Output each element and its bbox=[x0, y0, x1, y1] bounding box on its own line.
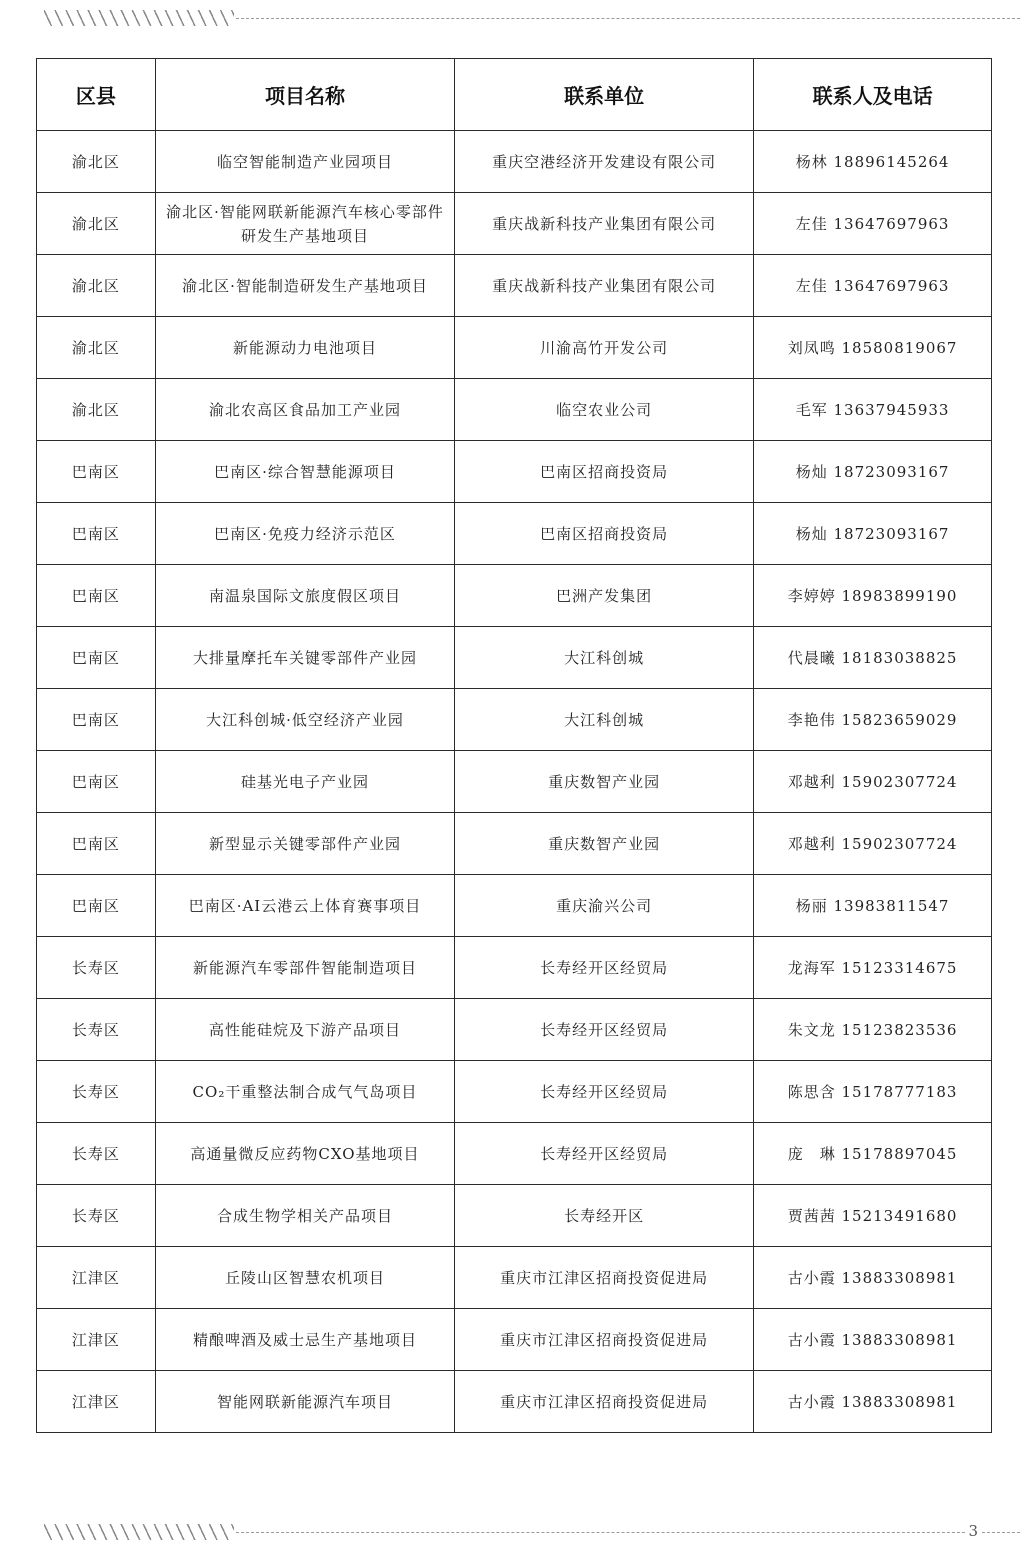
cell-district: 长寿区 bbox=[37, 1061, 156, 1123]
cell-contact-unit: 重庆市江津区招商投资促进局 bbox=[455, 1309, 754, 1371]
header-project-name: 项目名称 bbox=[155, 59, 454, 131]
table-row bbox=[37, 565, 992, 627]
dashed-rule bbox=[236, 1532, 1020, 1533]
cell-project-name: 临空智能制造产业园项目 bbox=[155, 131, 454, 193]
header-contact-unit: 联系单位 bbox=[455, 59, 754, 131]
table-row bbox=[37, 937, 992, 999]
cell-contact-person: 李婷婷 18983899190 bbox=[754, 565, 992, 627]
cell-district: 巴南区 bbox=[37, 565, 156, 627]
cell-district: 渝北区 bbox=[37, 255, 156, 317]
cell-contact-person: 庞 琳 15178897045 bbox=[754, 1123, 992, 1185]
cell-project-name: 丘陵山区智慧农机项目 bbox=[155, 1247, 454, 1309]
cell-district: 巴南区 bbox=[37, 627, 156, 689]
cell-contact-unit: 长寿经开区经贸局 bbox=[455, 999, 754, 1061]
cell-contact-person: 贾茜茜 15213491680 bbox=[754, 1185, 992, 1247]
cell-district: 巴南区 bbox=[37, 441, 156, 503]
table-row bbox=[37, 379, 992, 441]
table-row bbox=[37, 689, 992, 751]
cell-project-name: 硅基光电子产业园 bbox=[155, 751, 454, 813]
table-row bbox=[37, 131, 992, 193]
cell-contact-person: 陈思含 15178777183 bbox=[754, 1061, 992, 1123]
table-row bbox=[37, 1061, 992, 1123]
cell-contact-unit: 川渝高竹开发公司 bbox=[455, 317, 754, 379]
cell-district: 巴南区 bbox=[37, 503, 156, 565]
table-row bbox=[37, 1247, 992, 1309]
cell-contact-unit: 长寿经开区经贸局 bbox=[455, 1123, 754, 1185]
table-body bbox=[37, 131, 992, 1433]
cell-contact-person: 朱文龙 15123823536 bbox=[754, 999, 992, 1061]
cell-project-name: 大江科创城·低空经济产业园 bbox=[155, 689, 454, 751]
cell-district: 渝北区 bbox=[37, 379, 156, 441]
cell-contact-person: 李艳伟 15823659029 bbox=[754, 689, 992, 751]
cell-contact-unit: 重庆空港经济开发建设有限公司 bbox=[455, 131, 754, 193]
cell-district: 江津区 bbox=[37, 1247, 156, 1309]
cell-contact-person: 左佳 13647697963 bbox=[754, 193, 992, 255]
table-row bbox=[37, 751, 992, 813]
table-row bbox=[37, 627, 992, 689]
cell-contact-person: 杨林 18896145264 bbox=[754, 131, 992, 193]
cell-contact-person: 刘凤鸣 18580819067 bbox=[754, 317, 992, 379]
cell-contact-person: 龙海军 15123314675 bbox=[754, 937, 992, 999]
cell-contact-person: 古小霞 13883308981 bbox=[754, 1247, 992, 1309]
cell-project-name: CO₂干重整法制合成气气岛项目 bbox=[155, 1061, 454, 1123]
cell-contact-person: 毛军 13637945933 bbox=[754, 379, 992, 441]
cell-contact-person: 左佳 13647697963 bbox=[754, 255, 992, 317]
cell-project-name: 智能网联新能源汽车项目 bbox=[155, 1371, 454, 1433]
header-decoration bbox=[44, 10, 1020, 26]
cell-contact-unit: 巴洲产发集团 bbox=[455, 565, 754, 627]
cell-district: 巴南区 bbox=[37, 875, 156, 937]
cell-district: 长寿区 bbox=[37, 999, 156, 1061]
cell-project-name: 渝北农高区食品加工产业园 bbox=[155, 379, 454, 441]
cell-project-name: 南温泉国际文旅度假区项目 bbox=[155, 565, 454, 627]
cell-project-name: 大排量摩托车关键零部件产业园 bbox=[155, 627, 454, 689]
cell-contact-unit: 长寿经开区经贸局 bbox=[455, 937, 754, 999]
cell-contact-unit: 巴南区招商投资局 bbox=[455, 503, 754, 565]
cell-project-name: 渝北区·智能制造研发生产基地项目 bbox=[155, 255, 454, 317]
cell-contact-unit: 长寿经开区经贸局 bbox=[455, 1061, 754, 1123]
dashed-rule bbox=[236, 18, 1020, 19]
cell-district: 渝北区 bbox=[37, 317, 156, 379]
cell-contact-unit: 重庆战新科技产业集团有限公司 bbox=[455, 193, 754, 255]
cell-project-name: 合成生物学相关产品项目 bbox=[155, 1185, 454, 1247]
cell-contact-unit: 巴南区招商投资局 bbox=[455, 441, 754, 503]
table-row bbox=[37, 813, 992, 875]
table-row bbox=[37, 193, 992, 255]
cell-contact-unit: 重庆市江津区招商投资促进局 bbox=[455, 1247, 754, 1309]
cell-contact-unit: 重庆数智产业园 bbox=[455, 751, 754, 813]
cell-contact-person: 杨灿 18723093167 bbox=[754, 503, 992, 565]
cell-project-name: 渝北区·智能网联新能源汽车核心零部件研发生产基地项目 bbox=[155, 193, 454, 255]
table-row bbox=[37, 875, 992, 937]
cell-contact-person: 杨灿 18723093167 bbox=[754, 441, 992, 503]
page-number: 3 bbox=[968, 1522, 978, 1540]
cell-district: 江津区 bbox=[37, 1371, 156, 1433]
hatch-ornament bbox=[44, 1524, 234, 1540]
cell-contact-unit: 重庆战新科技产业集团有限公司 bbox=[455, 255, 754, 317]
table-row bbox=[37, 503, 992, 565]
cell-contact-person: 邓越利 15902307724 bbox=[754, 751, 992, 813]
project-table bbox=[36, 58, 992, 1433]
cell-district: 长寿区 bbox=[37, 1123, 156, 1185]
cell-project-name: 高性能硅烷及下游产品项目 bbox=[155, 999, 454, 1061]
cell-contact-person: 代晨曦 18183038825 bbox=[754, 627, 992, 689]
cell-contact-unit: 重庆数智产业园 bbox=[455, 813, 754, 875]
cell-contact-unit: 重庆渝兴公司 bbox=[455, 875, 754, 937]
cell-district: 渝北区 bbox=[37, 131, 156, 193]
cell-contact-unit: 临空农业公司 bbox=[455, 379, 754, 441]
cell-contact-unit: 重庆市江津区招商投资促进局 bbox=[455, 1371, 754, 1433]
cell-project-name: 巴南区·综合智慧能源项目 bbox=[155, 441, 454, 503]
table-row bbox=[37, 317, 992, 379]
hatch-ornament bbox=[44, 10, 234, 26]
cell-contact-unit: 长寿经开区 bbox=[455, 1185, 754, 1247]
header-district: 区县 bbox=[37, 59, 156, 131]
cell-district: 长寿区 bbox=[37, 1185, 156, 1247]
footer-decoration bbox=[44, 1524, 1020, 1540]
cell-contact-person: 杨丽 13983811547 bbox=[754, 875, 992, 937]
cell-contact-unit: 大江科创城 bbox=[455, 627, 754, 689]
cell-district: 巴南区 bbox=[37, 813, 156, 875]
cell-district: 巴南区 bbox=[37, 689, 156, 751]
table-row bbox=[37, 1371, 992, 1433]
cell-project-name: 高通量微反应药物CXO基地项目 bbox=[155, 1123, 454, 1185]
table-row bbox=[37, 255, 992, 317]
cell-district: 渝北区 bbox=[37, 193, 156, 255]
cell-contact-person: 古小霞 13883308981 bbox=[754, 1309, 992, 1371]
cell-district: 江津区 bbox=[37, 1309, 156, 1371]
header-contact-person: 联系人及电话 bbox=[754, 59, 992, 131]
cell-project-name: 新能源动力电池项目 bbox=[155, 317, 454, 379]
cell-contact-unit: 大江科创城 bbox=[455, 689, 754, 751]
table-row bbox=[37, 999, 992, 1061]
table-header-row bbox=[37, 59, 992, 131]
cell-project-name: 巴南区·AI云港云上体育赛事项目 bbox=[155, 875, 454, 937]
cell-district: 长寿区 bbox=[37, 937, 156, 999]
table-row bbox=[37, 1185, 992, 1247]
cell-project-name: 精酿啤酒及威士忌生产基地项目 bbox=[155, 1309, 454, 1371]
cell-project-name: 新能源汽车零部件智能制造项目 bbox=[155, 937, 454, 999]
cell-contact-person: 邓越利 15902307724 bbox=[754, 813, 992, 875]
table-row bbox=[37, 1123, 992, 1185]
cell-project-name: 新型显示关键零部件产业园 bbox=[155, 813, 454, 875]
cell-project-name: 巴南区·免疫力经济示范区 bbox=[155, 503, 454, 565]
cell-district: 巴南区 bbox=[37, 751, 156, 813]
table-row bbox=[37, 441, 992, 503]
cell-contact-person: 古小霞 13883308981 bbox=[754, 1371, 992, 1433]
table-row bbox=[37, 1309, 992, 1371]
